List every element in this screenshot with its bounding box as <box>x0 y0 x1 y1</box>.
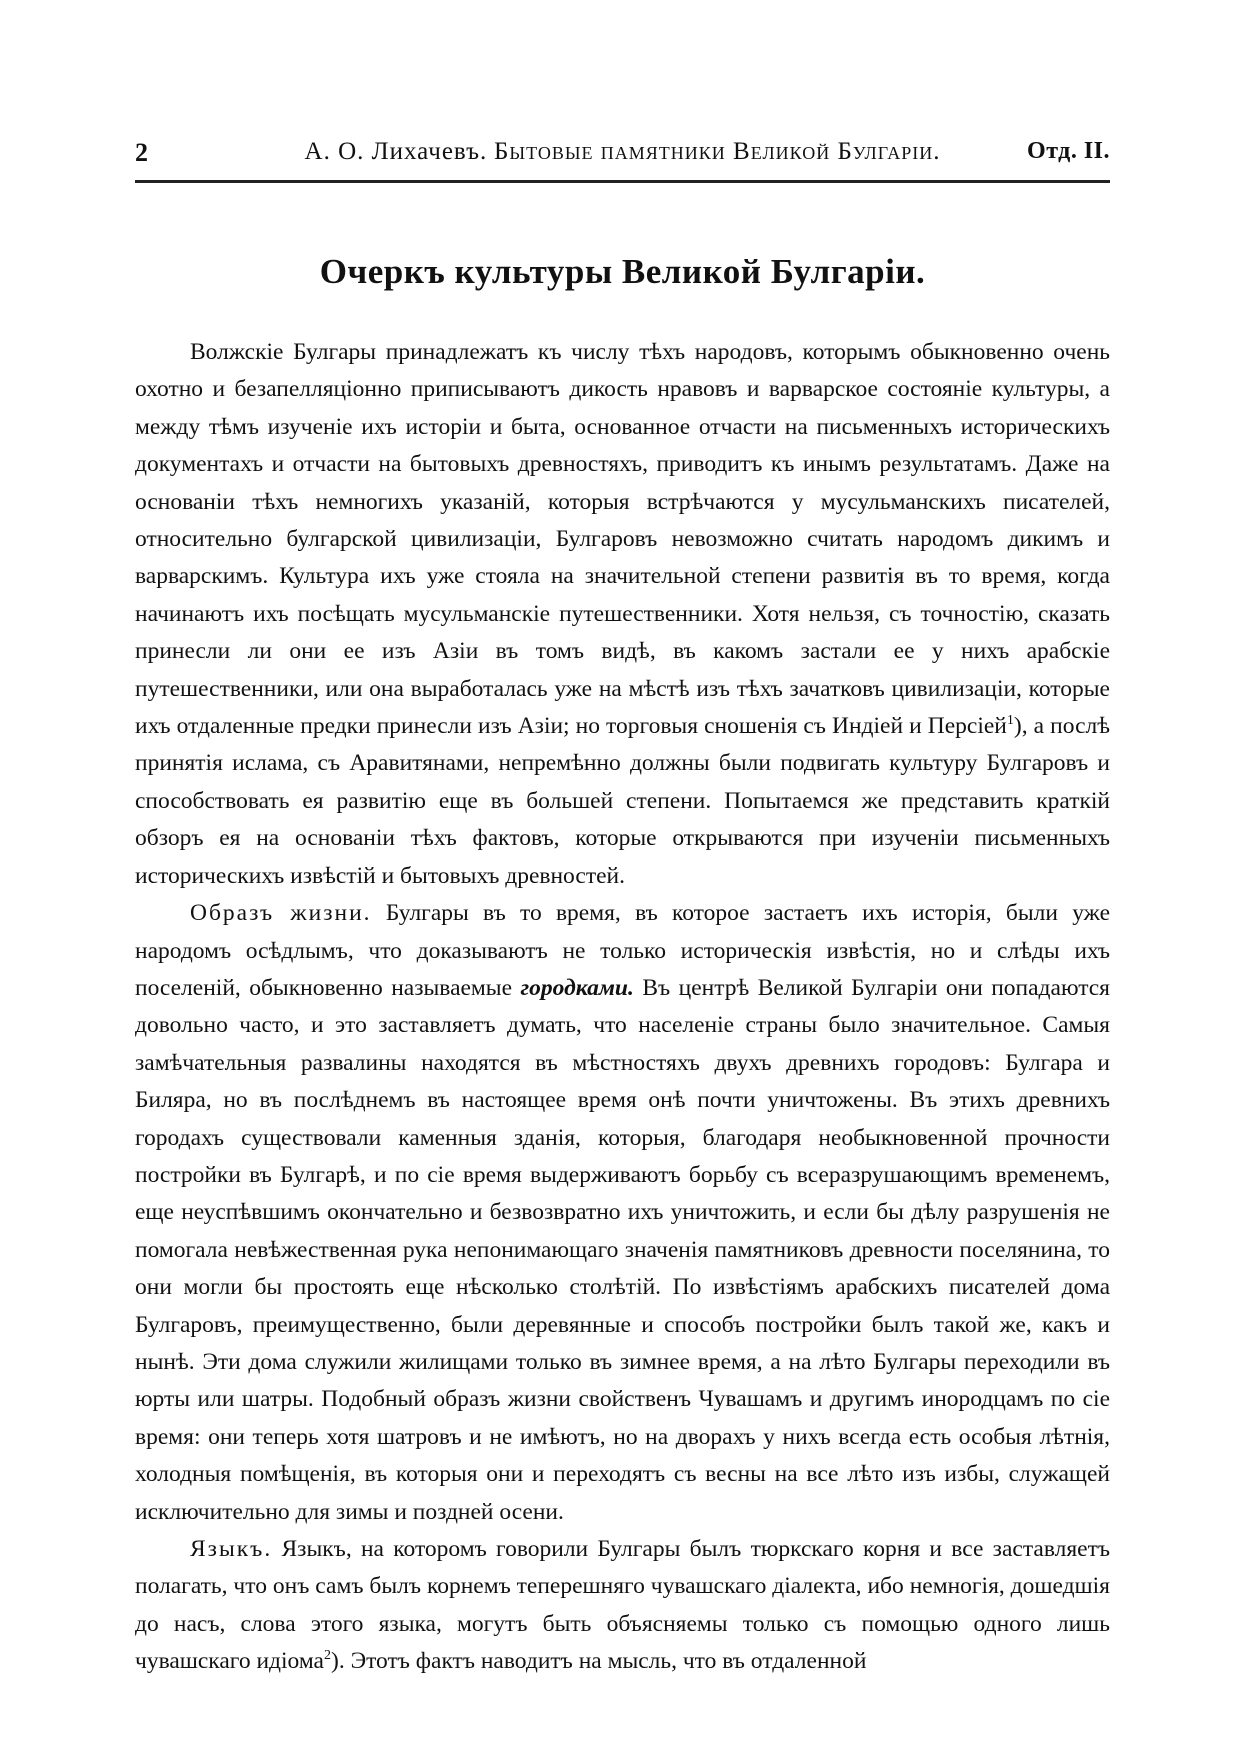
paragraph-text: ). Этотъ фактъ наводитъ на мысль, что въ отдаленной <box>331 1648 867 1675</box>
paragraph-text: Языкъ, на которомъ говорили Булгары былъ тюркскаго корня и все заставляетъ полагать, что онъ самъ былъ корнемъ теперешняго чувашскаго дiалекта, ибо немногiя, дошедшiя до насъ, слова этого языка, могутъ быть объясняемы только съ помощью одного лишь чувашскаго идiома <box>135 1536 1110 1675</box>
header-title <box>285 138 960 166</box>
header-rule <box>135 180 1110 183</box>
body-text <box>135 334 1110 1681</box>
section-heading-way-of-life: Образъ жизни. <box>190 900 372 927</box>
paragraph-intro <box>135 334 1110 895</box>
paragraph-text: Волжскiе Булгары принадлежатъ къ числу тѣхъ народовъ, которымъ обыкновенно очень охотно и безапелляцiонно приписываютъ дикость нравовъ и варварское состоянiе культуры, а между тѣмъ изученiе ихъ исторiи и быта, основанное отчасти на письменныхъ историческихъ документахъ и отчасти на бытовыхъ древностяхъ, приводитъ къ инымъ результатамъ. Даже на основанiи тѣхъ немногихъ указанiй, которыя встрѣчаются у мусульманскихъ писателей, относительно булгарской цивилизацiи, Булгаровъ невозможно считать народомъ дикимъ и варварскимъ. Культура ихъ уже стояла на значительной степени развитiя въ то время, когда начинаютъ ихъ посѣщать мусульманскiе путешественники. Хотя нельзя, съ точностiю, сказать принесли ли они ее изъ Азiи въ томъ видѣ, въ какомъ застали ее у нихъ арабскiе путешественники, или она выработалась уже на мѣстѣ изъ тѣхъ зачатковъ цивилизацiи, которые ихъ отдаленные предки принесли изъ Азiи; но торговыя сношенiя съ Индiей и Персiей <box>135 339 1110 740</box>
paragraph-text: ), а послѣ принятiя ислама, съ Аравитянами, непремѣнно должны были подвигать культуру Булгаровъ и способствовать ея развитiю еще въ большей степени. Попытаемся же представить краткiй обзоръ ея на основанiи тѣхъ фактовъ, которые открываются при изученiи письменныхъ историческихъ извѣстiй и бытовыхъ древностей. <box>135 713 1110 889</box>
header-author: А. О. Лихачевъ. <box>304 138 488 165</box>
section-label: Отд. II. <box>1027 138 1110 164</box>
footnote-marker: 2 <box>324 1648 331 1664</box>
paragraph-text: Булгары въ то время, въ которое застаетъ ихъ исторiя, были уже народомъ осѣдлымъ, что доказываютъ не только историческiя извѣстiя, но и слѣды ихъ поселенiй, обыкновенно называемые <box>135 900 1111 1001</box>
running-header <box>135 138 1110 178</box>
emphasized-term: городками. <box>520 974 634 1001</box>
page-number: 2 <box>135 138 149 167</box>
paragraph-text: Въ центрѣ Великой Булгарiи они попадаются довольно часто, и это заставляетъ думать, что населенiе страны было значительное. Самыя замѣчательныя развалины находятся въ мѣстностяхъ двухъ древнихъ городовъ: Булгара и Биляра, но въ послѣднемъ въ настоящее время онѣ почти уничтожены. Въ этихъ древнихъ городахъ существовали каменныя зданiя, которыя, благодаря необыкновенной прочности постройки въ Булгарѣ, и по сiе время выдерживаютъ борьбу съ всеразрушающимъ временемъ, еще неуспѣвшимъ окончательно и безвозвратно ихъ уничтожить, и если бы дѣлу разрушенiя не помогала невѣжественная рука непонимающаго значенiя памятниковъ древности поселянина, то они могли бы простоять еще нѣсколько столѣтiй. По извѣстiямъ арабскихъ писателей дома Булгаровъ, преимущественно, были деревянные и способъ постройки былъ такой же, какъ и нынѣ. Эти дома служили жилищами только въ зимнее время, а на лѣто Булгары переходили въ юрты или шатры. Подобный образъ жизни свойственъ Чувашамъ и другимъ инородцамъ по сiе время: они теперь хотя шатровъ и не имѣютъ, но на дворахъ у нихъ всегда есть особыя лѣтнiя, холодныя помѣщенiя, въ которыя они и переходятъ съ весны на все лѣто изъ избы, служащей исключительно для зимы и поздней осени. <box>135 974 1110 1525</box>
header-work-title: Бытовые памятники Великой Булгарiи. <box>494 138 941 165</box>
footnote-marker: 1 <box>1006 713 1014 729</box>
paragraph-language <box>135 1531 1110 1681</box>
paragraph-way-of-life <box>135 895 1110 1531</box>
chapter-title: Очеркъ культуры Великой Булгарiи. <box>319 252 926 291</box>
section-heading-language: Языкъ. <box>190 1536 273 1562</box>
